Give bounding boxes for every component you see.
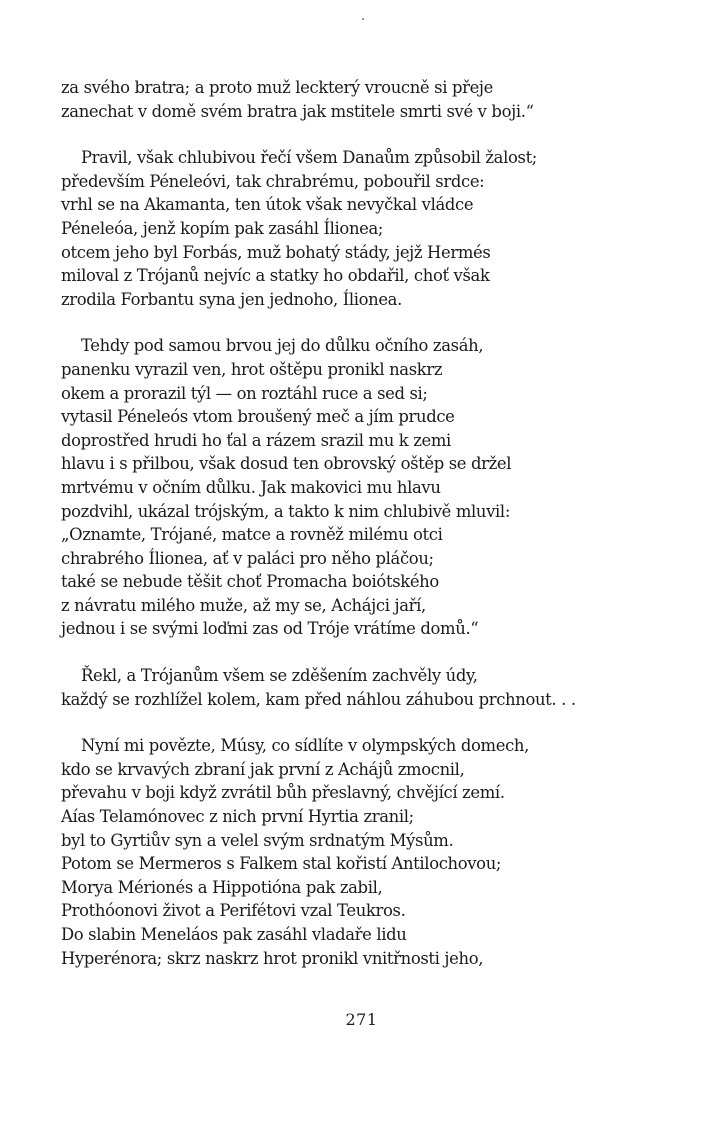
verse-line: zanechat v domě svém bratra jak mstitele smrti své v boji.“	[61, 101, 534, 121]
verse-line: chrabrého Ílionea, ať v paláci pro něho pláčou;	[61, 548, 434, 568]
verse-line: kdo se krvavých zbraní jak první z Achájů zmocnil,	[61, 759, 465, 779]
poem-text	[61, 76, 723, 993]
verse-line: Nyní mi povězte, Músy, co sídlíte v olympských domech,	[81, 736, 529, 756]
verse-line: Morya Mérionés a Hippotióna pak zabil,	[61, 877, 383, 897]
stanza	[61, 734, 723, 970]
verse-line: Hyperénora; skrz naskrz hrot pronikl vnitřnosti jeho,	[61, 948, 484, 968]
verse-line: Tehdy pod samou brvou jej do důlku očního zasáh,	[81, 336, 484, 356]
verse-line: otcem jeho byl Forbás, muž bohatý stády, jejž Hermés	[61, 242, 491, 262]
verse-line: „Oznamte, Trójané, matce a rovněž milému otci	[61, 525, 443, 545]
verse-line: pozdvihl, ukázal trójským, a takto k nim chlubivě mluvil:	[61, 501, 510, 521]
verse-line: také se nebude těšit choť Promacha boiótského	[61, 572, 439, 592]
verse-line: z návratu milého muže, až my se, Achájci jaří,	[61, 595, 426, 615]
verse-line: Do slabin Meneláos pak zasáhl vladaře lidu	[61, 925, 407, 944]
verse-line: mrtvému v očním důlku. Jak makovici mu hlavu	[61, 477, 441, 497]
stanza	[61, 664, 723, 711]
verse-line: každý se rozhlížel kolem, kam před náhlou záhubou prchnout. . .	[61, 689, 576, 709]
verse-line: panenku vyrazil ven, hrot oštěpu pronikl naskrz	[61, 359, 443, 379]
verse-line: zrodila Forbantu syna jen jednoho, Ílionea.	[61, 289, 402, 309]
stanza	[61, 76, 723, 123]
verse-line: převahu v boji když zvrátil bůh přeslavný, chvějící zemí.	[61, 783, 505, 803]
verse-line: hlavu i s přilbou, však dosud ten obrovský oštěp se držel	[61, 454, 512, 474]
verse-line: především Péneleóvi, tak chrabrému, pobouřil srdce:	[61, 171, 485, 191]
verse-line: Pravil, však chlubivou řečí všem Danaům způsobil žalost;	[81, 148, 537, 168]
verse-line: doprostřed hrudi ho ťal a rázem srazil mu k zemi	[61, 430, 451, 450]
verse-line: byl to Gyrtiův syn a velel svým srdnatým Mýsům.	[61, 830, 454, 850]
page-speck	[362, 18, 364, 20]
verse-line: Prothóonovi život a Perifétovi vzal Teukros.	[61, 901, 406, 921]
verse-line: za svého bratra; a proto muž leckterý vroucně si přeje	[61, 78, 494, 97]
verse-line: Aías Telamónovec z nich první Hyrtia zranil;	[61, 807, 414, 827]
page-number: 271	[345, 1010, 378, 1029]
verse-line: okem a prorazil týl — on roztáhl ruce a sed si;	[61, 383, 428, 403]
verse-line: Péneleóa, jenž kopím pak zasáhl Ílionea;	[61, 218, 384, 238]
verse-line: miloval z Trójanů nejvíc a statky ho obdařil, choť však	[61, 266, 490, 286]
verse-line: Řekl, a Trójanům všem se zděšením zachvěly údy,	[81, 666, 478, 686]
verse-line: vytasil Péneleós vtom broušený meč a jím prudce	[61, 407, 455, 427]
stanza	[61, 334, 723, 641]
stanza	[61, 146, 723, 311]
verse-line: vrhl se na Akamanta, ten útok však nevyčkal vládce	[61, 195, 474, 215]
verse-line: Potom se Mermeros s Falkem stal kořistí Antilochovou;	[61, 854, 502, 874]
verse-line: jednou i se svými loďmi zas od Tróje vrátíme domů.“	[61, 619, 479, 639]
